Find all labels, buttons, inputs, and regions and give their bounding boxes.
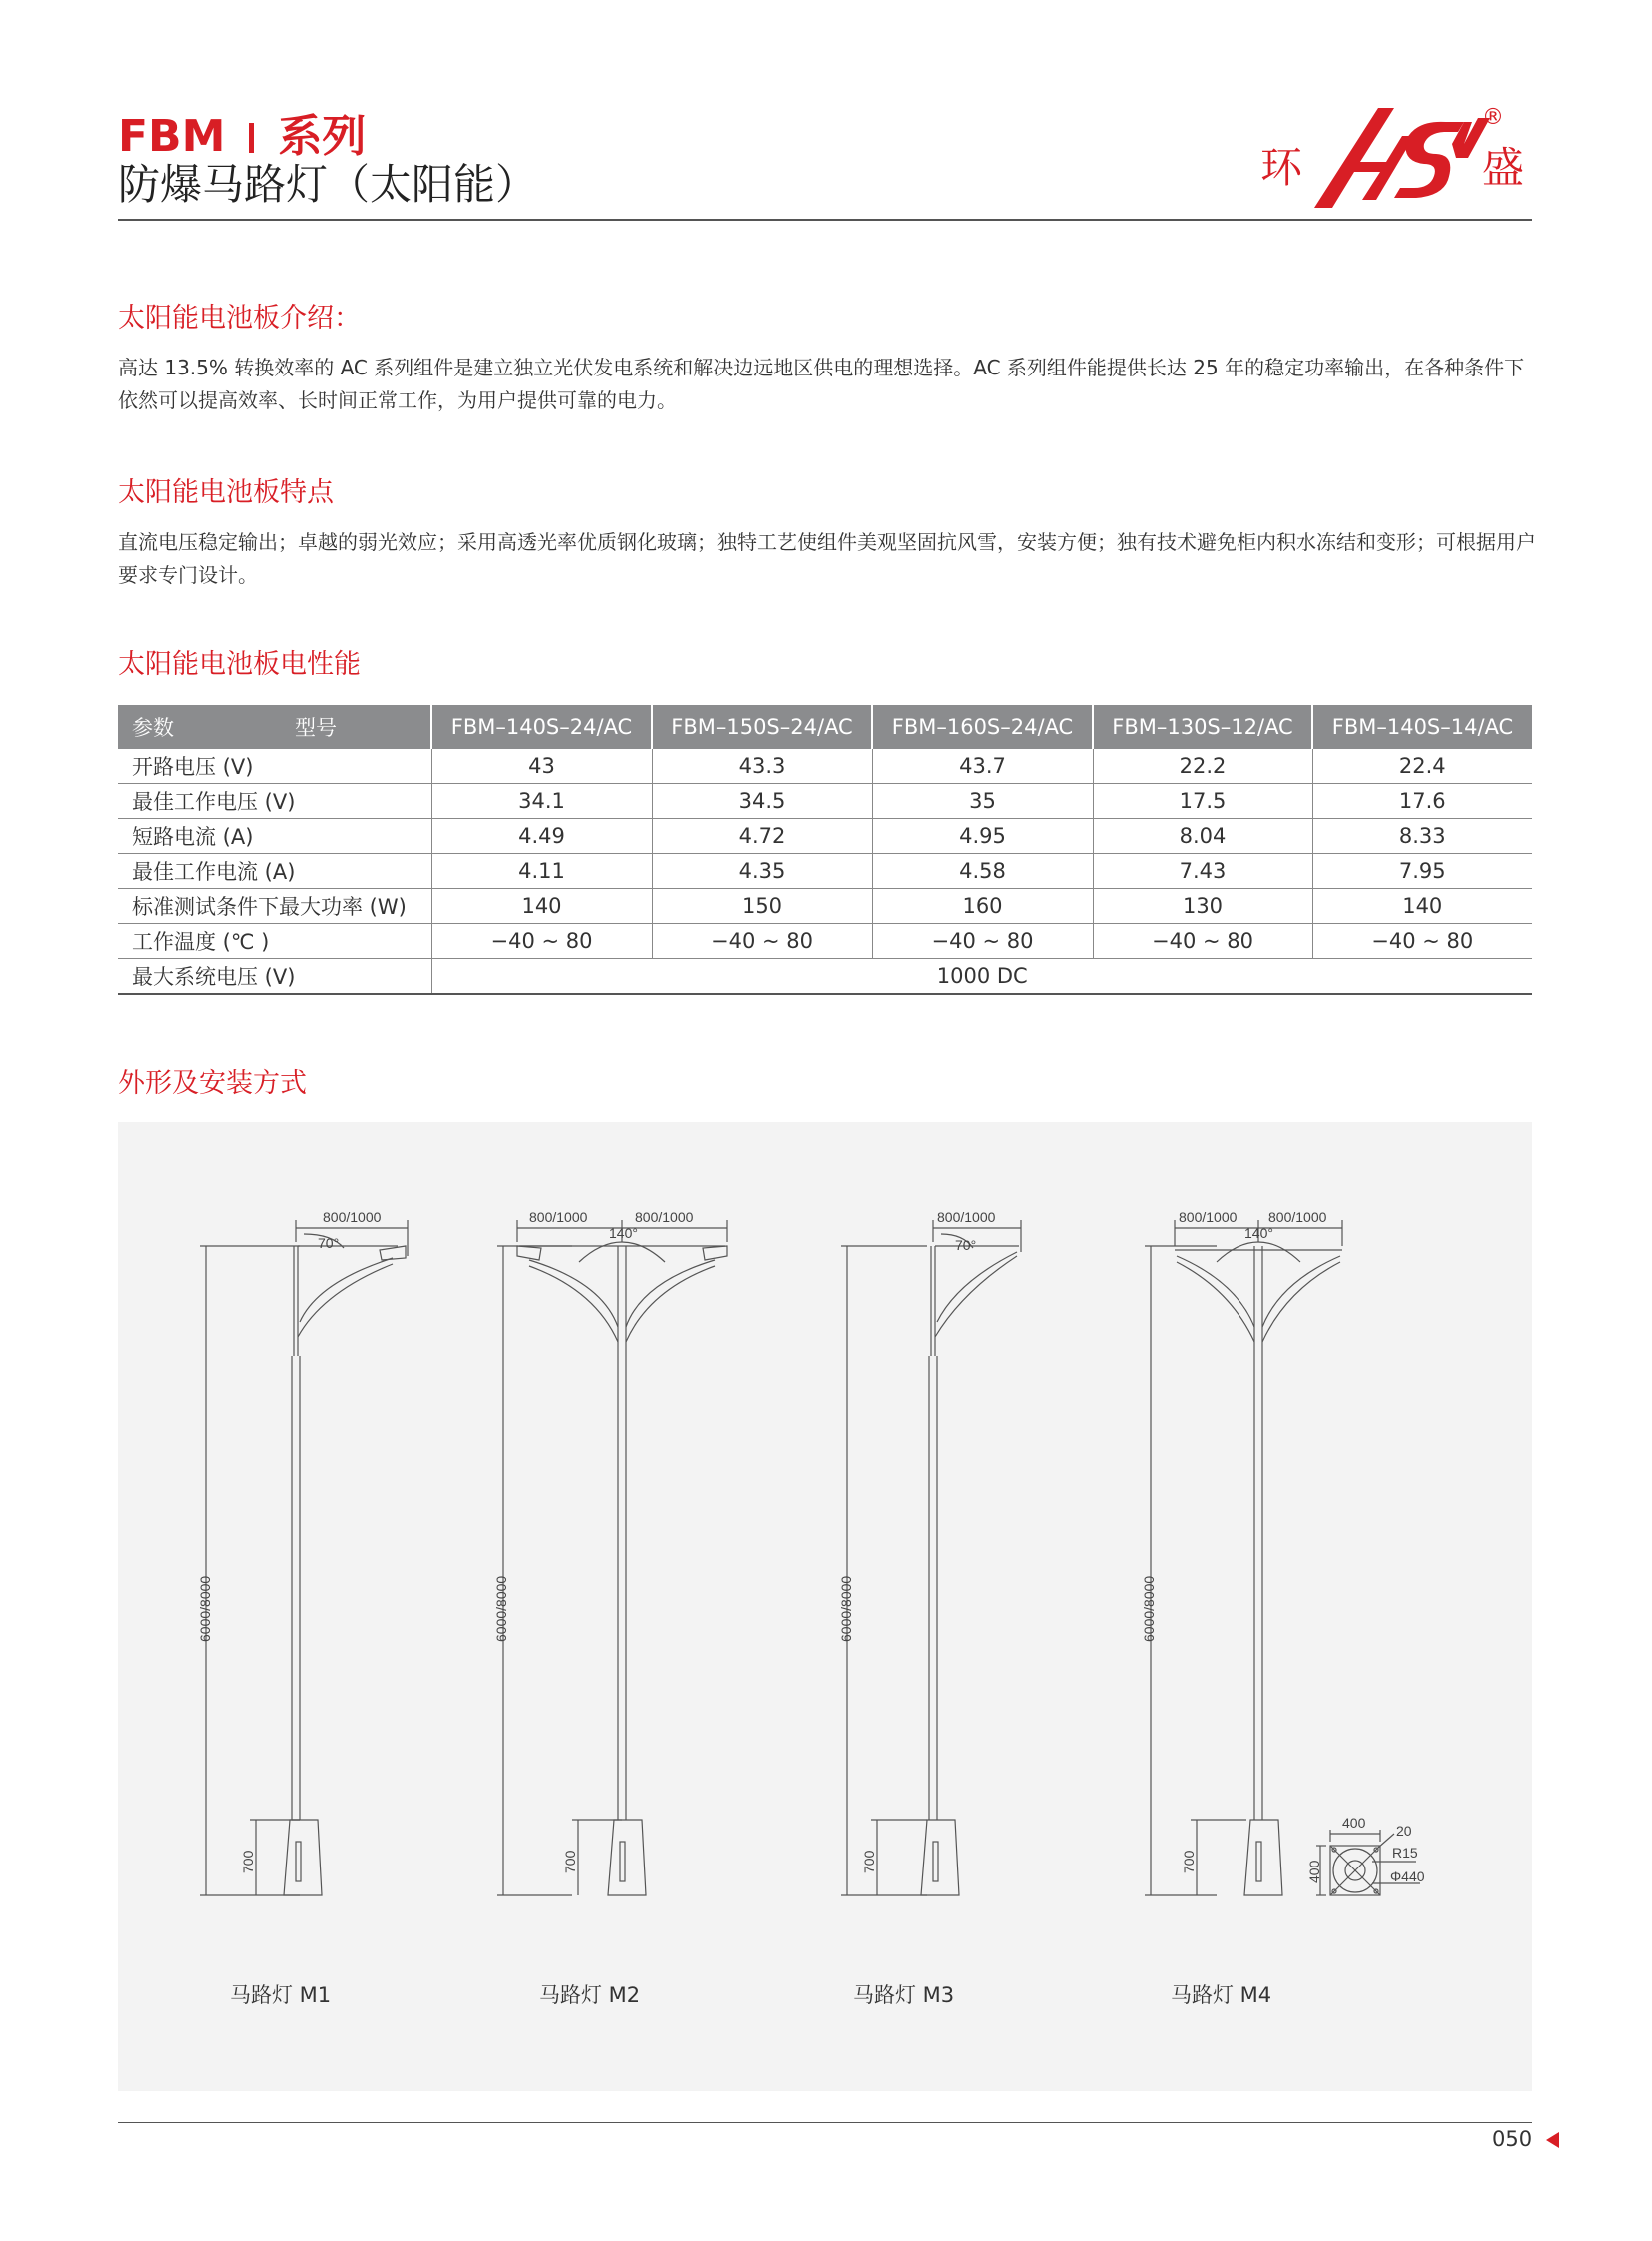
page-number: 050 xyxy=(1492,2127,1533,2151)
header-rule xyxy=(118,219,1532,221)
table-cell: 140 xyxy=(1312,889,1532,924)
caption-m2: 马路灯 M2 xyxy=(539,1983,641,2007)
product-title: 防爆马路灯（太阳能） xyxy=(118,160,538,209)
intro-text: 高达 13.5% 转换效率的 AC 系列组件是建立独立光伏发电系统和解决边远地区供电的理想选择。AC 系列组件能提供长达 25 年的稳定功率输出，在各种条件下依然可以提高效率、长时间正常工作，为用户提供可靠的电力。 xyxy=(118,356,1525,412)
arm-dim-label-right: 800/1000 xyxy=(1268,1209,1327,1225)
shape-title: 外形及安装方式 xyxy=(118,1068,307,1099)
table-cell: 4.58 xyxy=(872,854,1093,889)
table-cell: 140 xyxy=(431,889,652,924)
flange-width-label: 400 xyxy=(1342,1815,1366,1831)
caption-m1: 马路灯 M1 xyxy=(230,1983,332,2007)
table-cell: −40 ~ 80 xyxy=(872,924,1093,959)
brand-char-left: 环 xyxy=(1260,143,1303,192)
param-label: 工作温度 (℃ ) xyxy=(118,924,431,959)
intro-title: 太阳能电池板介绍： xyxy=(118,303,361,334)
table-cell: 4.11 xyxy=(431,854,652,889)
param-label: 最大系统电压 (V) xyxy=(118,959,431,995)
arm-dim-label: 800/1000 xyxy=(323,1209,382,1225)
table-cell: −40 ~ 80 xyxy=(431,924,652,959)
param-label: 最佳工作电压 (V) xyxy=(118,784,431,819)
table-cell: 7.43 xyxy=(1093,854,1312,889)
model-header: FBM–140S–24/AC xyxy=(431,705,652,749)
features-title: 太阳能电池板特点 xyxy=(118,477,334,508)
table-cell: −40 ~ 80 xyxy=(652,924,872,959)
model-header: FBM–150S–24/AC xyxy=(652,705,872,749)
flange-gap-label: 20 xyxy=(1396,1823,1412,1839)
brand-mark-icon xyxy=(1314,108,1490,208)
table-cell: 34.1 xyxy=(431,784,652,819)
brand-char-right: 盛 xyxy=(1482,143,1525,192)
param-label: 最佳工作电流 (A) xyxy=(118,854,431,889)
caption-m4: 马路灯 M4 xyxy=(1171,1983,1272,2007)
arm-angle-label: 70° xyxy=(955,1237,977,1253)
lamp-drawing-m3 xyxy=(838,1209,1021,1895)
features-text: 直流电压稳定输出；卓越的弱光效应；采用高透光率优质钢化玻璃；独特工艺使组件美观坚固抗风雪，安装方便；独有技术避免柜内积水冻结和变形；可根据用户要求专门设计。 xyxy=(118,530,1536,587)
param-label: 开路电压 (V) xyxy=(118,749,431,784)
param-label: 标准测试条件下最大功率 (W) xyxy=(118,889,431,924)
base-dim-label: 700 xyxy=(1181,1850,1197,1873)
table-cell: 8.33 xyxy=(1312,819,1532,854)
table-cell: 7.95 xyxy=(1312,854,1532,889)
base-dim-label: 700 xyxy=(861,1850,877,1873)
table-cell: 43 xyxy=(431,749,652,784)
flange-diameter-label: Φ440 xyxy=(1390,1868,1425,1884)
table-cell: −40 ~ 80 xyxy=(1093,924,1312,959)
base-dim-label: 700 xyxy=(562,1850,578,1873)
flange-detail xyxy=(1306,1815,1425,1895)
table-cell-merged: 1000 DC xyxy=(431,959,1532,995)
lamp-drawing-m4 xyxy=(1141,1209,1342,1895)
arm-angle-label: 140° xyxy=(1244,1225,1273,1241)
caption-m3: 马路灯 M3 xyxy=(853,1983,955,2007)
model-header: FBM–130S–12/AC xyxy=(1093,705,1312,749)
height-dim-label: 6000/8000 xyxy=(1141,1575,1157,1642)
table-row xyxy=(118,784,1532,819)
table-cell: 8.04 xyxy=(1093,819,1312,854)
footer-rule xyxy=(118,2122,1532,2123)
table-cell: 17.5 xyxy=(1093,784,1312,819)
table-row xyxy=(118,854,1532,889)
table-cell: 17.6 xyxy=(1312,784,1532,819)
table-row xyxy=(118,819,1532,854)
registered-mark: ® xyxy=(1482,105,1504,130)
table-cell: −40 ~ 80 xyxy=(1312,924,1532,959)
table-row xyxy=(118,959,1532,995)
arm-dim-label-right: 800/1000 xyxy=(635,1209,694,1225)
table-cell: 150 xyxy=(652,889,872,924)
base-dim-label: 700 xyxy=(240,1850,256,1873)
page-arrow-icon xyxy=(1546,2132,1559,2148)
table-row xyxy=(118,889,1532,924)
table-cell: 35 xyxy=(872,784,1093,819)
table-cell: 43.7 xyxy=(872,749,1093,784)
table-cell: 4.72 xyxy=(652,819,872,854)
header-model: 型号 xyxy=(295,716,337,740)
height-dim-label: 6000/8000 xyxy=(838,1575,854,1642)
table-header-row xyxy=(118,705,1532,749)
table-cell: 22.2 xyxy=(1093,749,1312,784)
height-dim-label: 6000/8000 xyxy=(493,1575,509,1642)
arm-dim-label-left: 800/1000 xyxy=(529,1209,588,1225)
lamp-drawing-m1 xyxy=(197,1209,408,1895)
flange-radius-label: R15 xyxy=(1392,1845,1418,1861)
param-model-header xyxy=(118,705,431,749)
performance-title: 太阳能电池板电性能 xyxy=(118,649,361,680)
header-param: 参数 xyxy=(132,716,174,740)
table-row xyxy=(118,749,1532,784)
model-header: FBM–160S–24/AC xyxy=(872,705,1093,749)
table-cell: 34.5 xyxy=(652,784,872,819)
series-divider xyxy=(249,123,254,153)
arm-angle-label: 70° xyxy=(318,1235,340,1251)
arm-dim-label-left: 800/1000 xyxy=(1179,1209,1238,1225)
height-dim-label: 6000/8000 xyxy=(197,1575,213,1642)
brand-logo xyxy=(1256,100,1536,220)
table-cell: 4.49 xyxy=(431,819,652,854)
installation-drawings xyxy=(118,1122,1532,2091)
table-cell: 43.3 xyxy=(652,749,872,784)
table-cell: 160 xyxy=(872,889,1093,924)
arm-angle-label: 140° xyxy=(609,1225,638,1241)
flange-height-label: 400 xyxy=(1306,1860,1322,1883)
model-header: FBM–140S–14/AC xyxy=(1312,705,1532,749)
table-row xyxy=(118,924,1532,959)
table-cell: 130 xyxy=(1093,889,1312,924)
series-code: FBM xyxy=(118,111,226,162)
table-cell: 4.35 xyxy=(652,854,872,889)
table-cell: 4.95 xyxy=(872,819,1093,854)
lamp-drawing-m2 xyxy=(493,1209,727,1895)
arm-dim-label: 800/1000 xyxy=(937,1209,996,1225)
spec-table xyxy=(118,705,1532,995)
param-label: 短路电流 (A) xyxy=(118,819,431,854)
series-word: 系列 xyxy=(278,111,367,162)
table-cell: 22.4 xyxy=(1312,749,1532,784)
